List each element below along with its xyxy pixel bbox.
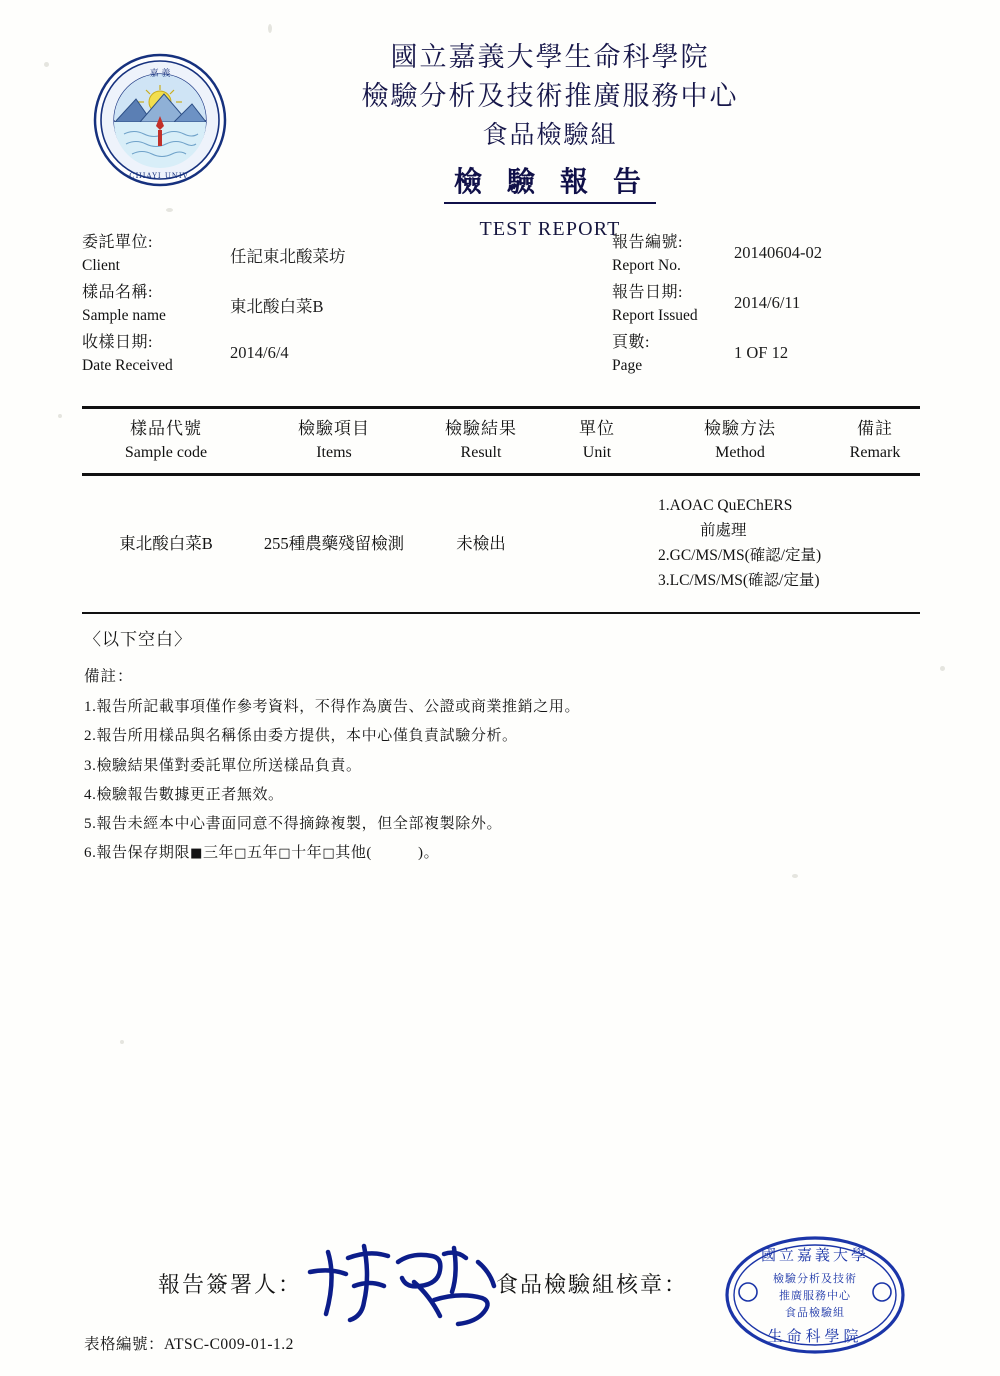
svg-text:國立嘉義大學: 國立嘉義大學	[760, 1246, 870, 1264]
document-title-en: TEST REPORT	[479, 218, 621, 241]
meta-label-client: 委託單位: Client	[82, 234, 153, 274]
method-line-1: 1.AOAC QuEChERS	[658, 497, 793, 515]
university-seal-logo	[92, 52, 228, 188]
meta-value-report-issued: 2014/6/11	[734, 293, 801, 312]
blank-below-marker: 〈以下空白〉	[84, 630, 192, 649]
stamp-label: 食品檢驗組核章：	[496, 1272, 689, 1297]
cell-sample-code: 東北酸白菜B	[119, 534, 213, 554]
checkbox-other[interactable]: □	[322, 846, 336, 862]
meta-label-sample-name: 樣品名稱: Sample name	[82, 284, 166, 324]
meta-left-column	[82, 232, 532, 382]
meta-value-sample-name: 東北酸白菜B	[230, 297, 324, 316]
meta-row-client	[82, 232, 532, 282]
meta-row-page	[532, 332, 922, 382]
meta-label-report-issued: 報告日期: Report Issued	[612, 284, 698, 324]
note-item: 3.檢驗結果僅對委託單位所送樣品負責。	[84, 757, 362, 774]
org-line-1: 國立嘉義大學生命科學院	[390, 42, 710, 72]
column-header-sample-code: 樣品代號 Sample code	[124, 418, 208, 462]
checkbox-five-years[interactable]: □	[234, 846, 248, 862]
meta-label-date-received: 收樣日期: Date Received	[82, 334, 173, 374]
note-item: 4.檢驗報告數據更正者無效。	[84, 786, 284, 803]
svg-text:檢驗分析及技術: 檢驗分析及技術	[773, 1272, 857, 1285]
note-item: 2.報告所用樣品與名稱係由委方提供，本中心僅負責試驗分析。	[84, 728, 518, 745]
meta-label-page: 頁數: Page	[612, 334, 650, 374]
retention-suffix: )。	[418, 845, 440, 862]
form-number: 表格編號：ATSC-C009-01-1.2	[84, 1336, 294, 1353]
table-rule-bottom	[82, 612, 920, 614]
meta-row-report-issued	[532, 282, 922, 332]
note-item: 5.報告未經本中心書面同意不得摘錄複製，但全部複製除外。	[84, 816, 503, 832]
handwritten-signature	[302, 1238, 502, 1330]
cell-result: 未檢出	[456, 534, 506, 554]
meta-value-date-received: 2014/6/4	[230, 343, 289, 362]
results-table	[82, 406, 920, 614]
retention-option-three-years: 三年	[202, 845, 235, 862]
meta-value-client: 任記東北酸菜坊	[230, 247, 346, 266]
meta-row-sample-name	[82, 282, 532, 332]
note-item-retention	[84, 839, 924, 868]
department-stamp	[722, 1234, 908, 1356]
method-line-2: 2.GC/MS/MS(確認/定量)	[658, 547, 822, 565]
scan-speck	[792, 874, 798, 878]
signer-label: 報告簽署人：	[158, 1272, 303, 1297]
meta-value-page: 1 OF 12	[734, 343, 789, 362]
note-item: 1.報告所記載事項僅作參考資料，不得作為廣告、公證或商業推銷之用。	[84, 699, 581, 715]
retention-option-ten-years: 十年	[291, 845, 323, 862]
retention-option-other: 其他(	[335, 845, 373, 862]
svg-text:生命科學院: 生命科學院	[767, 1327, 863, 1345]
svg-text:食品檢驗組: 食品檢驗組	[785, 1306, 845, 1319]
report-meta	[82, 232, 922, 382]
column-header-unit: 單位 Unit	[579, 418, 615, 462]
table-header-row	[82, 409, 920, 474]
retention-option-five-years: 五年	[247, 845, 279, 862]
cell-item: 255種農藥殘留檢測	[263, 534, 405, 554]
column-header-items: 檢驗項目 Items	[298, 418, 370, 462]
column-header-method: 檢驗方法 Method	[704, 418, 776, 462]
notes-section	[84, 625, 924, 869]
org-line-2: 檢驗分析及技術推廣服務中心	[361, 81, 739, 112]
scan-speck	[940, 666, 945, 671]
method-line-1b: 前處理	[700, 522, 747, 540]
method-line-3: 3.LC/MS/MS(確認/定量)	[658, 571, 820, 589]
retention-prefix: 6.報告保存期限	[84, 845, 191, 862]
document-title-cn: 檢 驗 報 告	[444, 160, 656, 204]
org-line-3: 食品檢驗組	[482, 122, 618, 150]
meta-value-report-no: 20140604-02	[734, 243, 822, 262]
notes-title: 備註：	[84, 668, 134, 685]
meta-row-report-no	[532, 232, 922, 282]
table-row	[82, 476, 920, 612]
cell-method	[650, 494, 830, 593]
scan-speck	[58, 414, 62, 418]
scan-speck	[120, 1040, 124, 1044]
checkbox-ten-years[interactable]: □	[278, 846, 292, 862]
meta-right-column	[532, 232, 922, 382]
meta-row-date-received	[82, 332, 532, 382]
svg-text:推廣服務中心: 推廣服務中心	[779, 1289, 851, 1302]
column-header-result: 檢驗結果 Result	[445, 418, 517, 462]
column-header-remark: 備註 Remark	[849, 418, 901, 462]
svg-text:CHIAYI UNIV.: CHIAYI UNIV.	[129, 172, 191, 180]
meta-label-report-no: 報告編號: Report No.	[612, 234, 683, 274]
svg-text:嘉 義: 嘉 義	[149, 69, 171, 79]
report-header	[0, 28, 1000, 241]
checkbox-three-years[interactable]: ■	[190, 846, 203, 862]
